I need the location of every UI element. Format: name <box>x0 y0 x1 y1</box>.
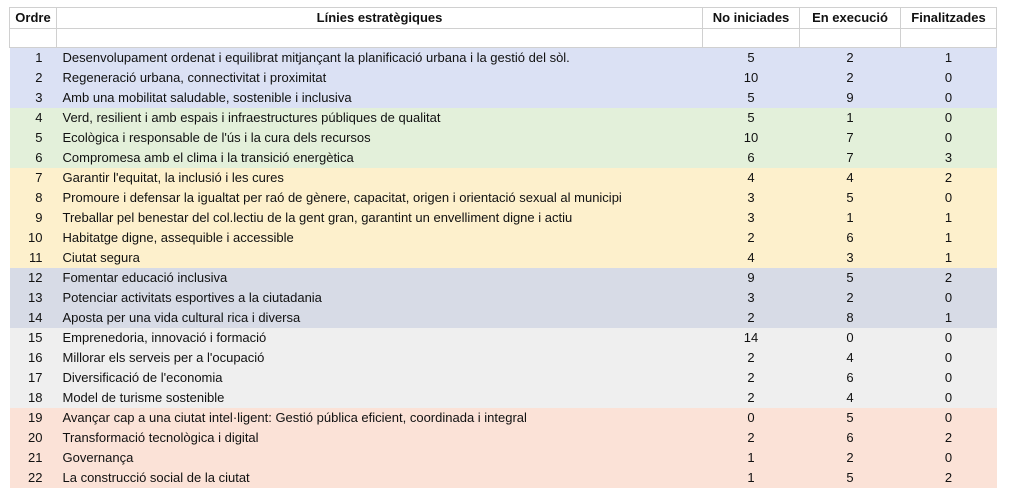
row-en-execucio: 8 <box>800 308 901 328</box>
row-finalitzades: 1 <box>901 208 997 228</box>
row-linia: La construcció social de la ciutat <box>57 468 703 488</box>
row-en-execucio: 2 <box>800 448 901 468</box>
row-finalitzades: 0 <box>901 188 997 208</box>
row-no-iniciades: 4 <box>703 168 800 188</box>
row-no-iniciades: 5 <box>703 48 800 69</box>
row-en-execucio: 3 <box>800 248 901 268</box>
strategic-lines-table <box>9 7 997 488</box>
row-linia: Promoure i defensar la igualtat per raó de gènere, capacitat, origen i orientació sexual al municipi <box>57 188 703 208</box>
table-row <box>10 68 997 88</box>
row-finalitzades: 0 <box>901 288 997 308</box>
row-no-iniciades: 14 <box>703 328 800 348</box>
row-finalitzades: 3 <box>901 148 997 168</box>
row-linia: Governança <box>57 448 703 468</box>
row-ordre: 21 <box>10 448 57 468</box>
row-finalitzades: 1 <box>901 48 997 69</box>
row-finalitzades: 2 <box>901 428 997 448</box>
row-ordre: 13 <box>10 288 57 308</box>
table-row <box>10 428 997 448</box>
row-no-iniciades: 10 <box>703 68 800 88</box>
row-linia: Millorar els serveis per a l'ocupació <box>57 348 703 368</box>
row-linia: Treballar pel benestar del col.lectiu de la gent gran, garantint un envelliment digne i actiu <box>57 208 703 228</box>
row-en-execucio: 9 <box>800 88 901 108</box>
row-en-execucio: 4 <box>800 388 901 408</box>
row-linia: Ecològica i responsable de l'ús i la cura dels recursos <box>57 128 703 148</box>
row-en-execucio: 1 <box>800 108 901 128</box>
row-finalitzades: 0 <box>901 68 997 88</box>
row-finalitzades: 0 <box>901 88 997 108</box>
row-no-iniciades: 3 <box>703 188 800 208</box>
row-no-iniciades: 9 <box>703 268 800 288</box>
row-ordre: 15 <box>10 328 57 348</box>
row-ordre: 18 <box>10 388 57 408</box>
table-row <box>10 268 997 288</box>
row-no-iniciades: 5 <box>703 88 800 108</box>
row-finalitzades: 0 <box>901 388 997 408</box>
table-row <box>10 348 997 368</box>
row-en-execucio: 7 <box>800 128 901 148</box>
blank-header-row <box>10 29 997 48</box>
row-no-iniciades: 2 <box>703 228 800 248</box>
row-linia: Ciutat segura <box>57 248 703 268</box>
row-no-iniciades: 2 <box>703 388 800 408</box>
row-linia: Garantir l'equitat, la inclusió i les cures <box>57 168 703 188</box>
row-ordre: 17 <box>10 368 57 388</box>
row-ordre: 5 <box>10 128 57 148</box>
row-ordre: 20 <box>10 428 57 448</box>
row-finalitzades: 0 <box>901 448 997 468</box>
table-header <box>10 8 997 48</box>
header-no-iniciades: No iniciades <box>703 8 800 29</box>
table-row <box>10 148 997 168</box>
row-finalitzades: 2 <box>901 468 997 488</box>
table-row <box>10 408 997 428</box>
row-ordre: 10 <box>10 228 57 248</box>
row-finalitzades: 0 <box>901 108 997 128</box>
row-linia: Desenvolupament ordenat i equilibrat mitjançant la planificació urbana i la gestió del sòl. <box>57 48 703 69</box>
row-linia: Amb una mobilitat saludable, sostenible i inclusiva <box>57 88 703 108</box>
row-linia: Fomentar educació inclusiva <box>57 268 703 288</box>
row-en-execucio: 4 <box>800 168 901 188</box>
row-en-execucio: 2 <box>800 48 901 69</box>
row-en-execucio: 5 <box>800 268 901 288</box>
row-no-iniciades: 2 <box>703 348 800 368</box>
row-no-iniciades: 2 <box>703 368 800 388</box>
table-row <box>10 88 997 108</box>
row-linia: Verd, resilient i amb espais i infraestructures públiques de qualitat <box>57 108 703 128</box>
row-linia: Diversificació de l'economia <box>57 368 703 388</box>
row-no-iniciades: 10 <box>703 128 800 148</box>
header-en-execucio: En execució <box>800 8 901 29</box>
row-no-iniciades: 6 <box>703 148 800 168</box>
row-ordre: 4 <box>10 108 57 128</box>
row-ordre: 8 <box>10 188 57 208</box>
table-row <box>10 308 997 328</box>
row-ordre: 9 <box>10 208 57 228</box>
row-linia: Habitatge digne, assequible i accessible <box>57 228 703 248</box>
row-linia: Transformació tecnològica i digital <box>57 428 703 448</box>
table-row <box>10 208 997 228</box>
row-ordre: 14 <box>10 308 57 328</box>
row-no-iniciades: 4 <box>703 248 800 268</box>
row-no-iniciades: 2 <box>703 428 800 448</box>
row-ordre: 22 <box>10 468 57 488</box>
row-ordre: 1 <box>10 48 57 69</box>
row-en-execucio: 5 <box>800 408 901 428</box>
row-linia: Model de turisme sostenible <box>57 388 703 408</box>
row-ordre: 2 <box>10 68 57 88</box>
row-en-execucio: 4 <box>800 348 901 368</box>
row-finalitzades: 1 <box>901 228 997 248</box>
row-en-execucio: 2 <box>800 68 901 88</box>
row-ordre: 16 <box>10 348 57 368</box>
row-no-iniciades: 5 <box>703 108 800 128</box>
header-finalitzades: Finalitzades <box>901 8 997 29</box>
row-linia: Emprenedoria, innovació i formació <box>57 328 703 348</box>
row-ordre: 7 <box>10 168 57 188</box>
row-en-execucio: 5 <box>800 468 901 488</box>
table-row <box>10 368 997 388</box>
row-linia: Aposta per una vida cultural rica i diversa <box>57 308 703 328</box>
row-finalitzades: 0 <box>901 408 997 428</box>
row-linia: Compromesa amb el clima i la transició energètica <box>57 148 703 168</box>
row-finalitzades: 0 <box>901 368 997 388</box>
row-no-iniciades: 3 <box>703 208 800 228</box>
row-finalitzades: 0 <box>901 128 997 148</box>
row-en-execucio: 6 <box>800 428 901 448</box>
table-row <box>10 48 997 69</box>
row-en-execucio: 7 <box>800 148 901 168</box>
row-linia: Regeneració urbana, connectivitat i proximitat <box>57 68 703 88</box>
row-en-execucio: 5 <box>800 188 901 208</box>
row-ordre: 12 <box>10 268 57 288</box>
table-row <box>10 128 997 148</box>
row-finalitzades: 0 <box>901 328 997 348</box>
row-finalitzades: 1 <box>901 248 997 268</box>
table-row <box>10 448 997 468</box>
row-linia: Avançar cap a una ciutat intel·ligent: Gestió pública eficient, coordinada i integral <box>57 408 703 428</box>
row-en-execucio: 6 <box>800 228 901 248</box>
row-en-execucio: 0 <box>800 328 901 348</box>
table-row <box>10 168 997 188</box>
row-en-execucio: 2 <box>800 288 901 308</box>
row-en-execucio: 6 <box>800 368 901 388</box>
row-finalitzades: 2 <box>901 268 997 288</box>
row-no-iniciades: 1 <box>703 448 800 468</box>
row-no-iniciades: 0 <box>703 408 800 428</box>
table-row <box>10 248 997 268</box>
table-row <box>10 108 997 128</box>
table-row <box>10 188 997 208</box>
row-ordre: 3 <box>10 88 57 108</box>
row-no-iniciades: 3 <box>703 288 800 308</box>
row-ordre: 11 <box>10 248 57 268</box>
row-no-iniciades: 1 <box>703 468 800 488</box>
table-row <box>10 468 997 488</box>
table-row <box>10 328 997 348</box>
row-no-iniciades: 2 <box>703 308 800 328</box>
row-finalitzades: 1 <box>901 308 997 328</box>
header-ordre: Ordre <box>10 8 57 29</box>
row-finalitzades: 0 <box>901 348 997 368</box>
table-row <box>10 228 997 248</box>
row-linia: Potenciar activitats esportives a la ciutadania <box>57 288 703 308</box>
table-row <box>10 288 997 308</box>
table-row <box>10 388 997 408</box>
row-ordre: 19 <box>10 408 57 428</box>
row-ordre: 6 <box>10 148 57 168</box>
row-en-execucio: 1 <box>800 208 901 228</box>
table-body <box>10 48 997 489</box>
row-finalitzades: 2 <box>901 168 997 188</box>
header-linies: Línies estratègiques <box>57 8 703 29</box>
